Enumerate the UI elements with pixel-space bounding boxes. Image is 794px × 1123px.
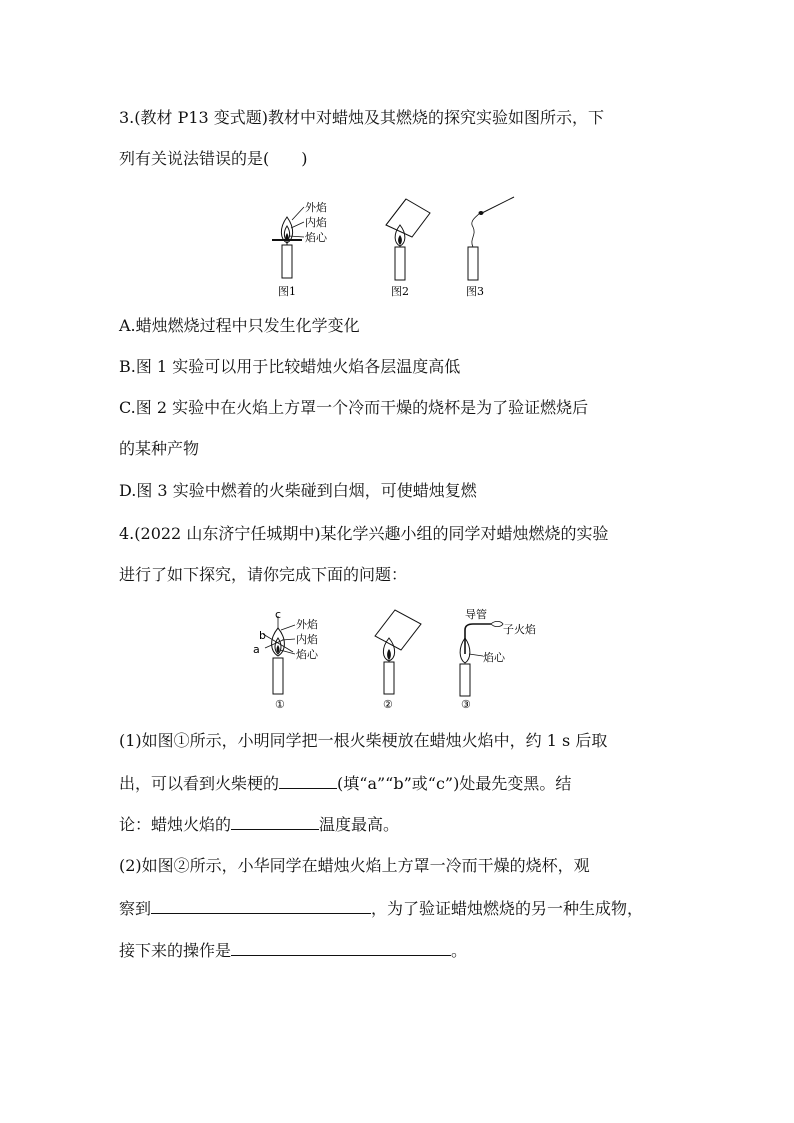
q4-part1-line2-text-b: (填“a”“b”或“c”)处最先变黑。结 [337,774,572,793]
q4-label-tube: 导管 [465,608,487,621]
q4-part1-line2-text-a: 出，可以看到火柴梗的 [119,774,280,793]
q4-stem-line2: 进行了如下探究，请你完成下面的问题： [119,565,408,584]
q3-caption-3: 图3 [466,285,484,298]
q4-blank-hottest-layer[interactable] [231,813,319,830]
q4-label-inner: 内焰 [296,633,318,646]
q3-fig3-candle-match [468,197,514,280]
q3-fig1-candle [272,207,304,278]
q4-part1-line3-text-a: 论：蜡烛火焰的 [119,815,232,834]
q4-part1-line3-text-b: 温度最高。 [319,815,400,834]
q4-blank-next-operation[interactable] [231,939,451,956]
q3-caption-2: 图2 [391,285,409,298]
q4-fig2-candle-beaker [375,610,421,694]
q3-option-c-line2: 的某种产物 [119,439,200,458]
q4-part2-line2-text-a: 察到 [119,899,152,918]
q3-stem-line2: 列有关说法错误的是( ) [119,149,308,168]
q4-part2-line3 [119,939,467,962]
q4-label-core: 焰心 [296,648,318,661]
q4-blank-abc[interactable] [279,772,337,789]
q3-option-b: B.图 1 实验可以用于比较蜡烛火焰各层温度高低 [119,357,461,376]
q3-fig2-candle-beaker [386,199,430,280]
q4-label-outer: 外焰 [296,618,318,631]
q4-figures [245,608,555,710]
q4-part1-line3 [119,813,399,836]
q3-stem-line1: 3.(教材 P13 变式题)教材中对蜡烛及其燃烧的探究实验如图所示，下 [119,108,605,127]
q4-part2-line2 [119,897,643,920]
q3-option-c-line1: C.图 2 实验中在火焰上方罩一个冷而干燥的烧杯是为了验证燃烧后 [119,398,589,417]
q4-part2-line3-text-b: 。 [451,941,468,960]
q4-part2-line1: (2)如图②所示，小华同学在蜡烛火焰上方罩一冷而干燥的烧杯，观 [119,856,590,875]
q3-label-inner: 内焰 [305,216,327,229]
q4-part2-line3-text-a: 接下来的操作是 [119,941,232,960]
q4-part2-line2-text-b: ，为了验证蜡烛燃烧的另一种生成物， [371,899,644,918]
q4-label-a: a [253,643,260,656]
q4-stem-line1: 4.(2022 山东济宁任城期中)某化学兴趣小组的同学对蜡烛燃烧的实验 [119,524,609,543]
q4-part1-line2 [119,772,571,795]
q4-caption-3: ③ [461,698,471,710]
q4-fig1-candle [263,616,295,694]
q4-blank-observation[interactable] [151,897,371,914]
q4-label-child-flame: 子火焰 [503,623,536,636]
q3-option-a: A.蜡烛燃烧过程中只发生化学变化 [119,316,360,335]
q3-option-d: D.图 3 实验中燃着的火柴碰到白烟，可使蜡烛复燃 [119,481,477,500]
q3-label-core: 焰心 [305,231,327,244]
q3-caption-1: 图1 [278,285,296,298]
q4-label-c: c [275,608,282,621]
q4-caption-1: ① [275,698,285,710]
q3-label-outer: 外焰 [305,201,327,214]
q4-label-b: b [259,629,266,642]
q3-figures [260,195,540,300]
q4-caption-2: ② [383,698,393,710]
q4-part1-line1: (1)如图①所示，小明同学把一根火柴梗放在蜡烛火焰中，约 1 s 后取 [119,731,608,750]
q4-label-core2: 焰心 [483,651,505,664]
